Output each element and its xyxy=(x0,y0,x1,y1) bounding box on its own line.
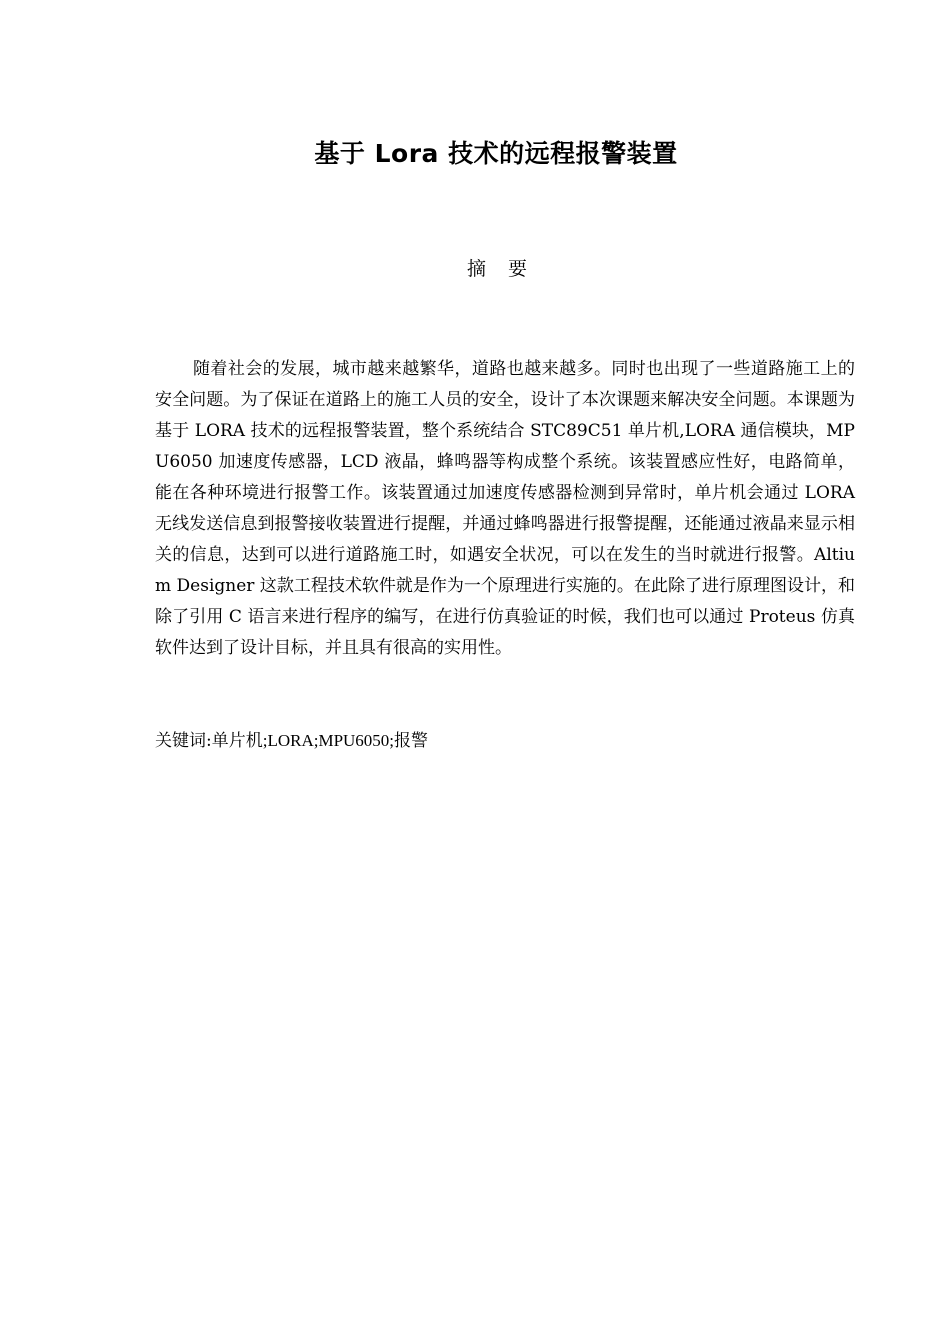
keywords-separator: : xyxy=(206,731,212,751)
abstract-heading: 摘要 xyxy=(466,258,549,280)
keywords-label: 关键词 xyxy=(155,731,206,751)
document-title: 基于 Lora 技术的远程报警装置 xyxy=(314,139,678,168)
keywords-value: 单片机;LORA;MPU6050;报警 xyxy=(211,731,429,750)
keywords-line xyxy=(155,728,855,754)
abstract-paragraph: 随着社会的发展，城市越来越繁华，道路也越来越多。同时也出现了一些道路施工上的安全问题。为了保证在道路上的施工人员的安全，设计了本次课题来解决安全问题。本课题为基于 LORA 技术的远程报警装置，整个系统结合 STC89C51 单片机,LORA 通信模块，MPU6050 加速度传感器，LCD 液晶，蜂鸣器等构成整个系统。该装置感应性好，电路简单，能在各种环境进行报警工作。该装置通过加速度传感器检测到异常时，单片机会通过 LORA 无线发送信息到报警接收装置进行提醒，并通过蜂鸣器进行报警提醒，还能通过液晶来显示相关的信息，达到可以进行道路施工时，如遇安全状况，可以在发生的当时就进行报警。Altium Designer 这款工程技术软件就是作为一个原理进行实施的。在此除了进行原理图设计，和除了引用 C 语言来进行程序的编写，在进行仿真验证的时候，我们也可以通过 Proteus 仿真软件达到了设计目标，并且具有很高的实用性。 xyxy=(155,359,855,658)
